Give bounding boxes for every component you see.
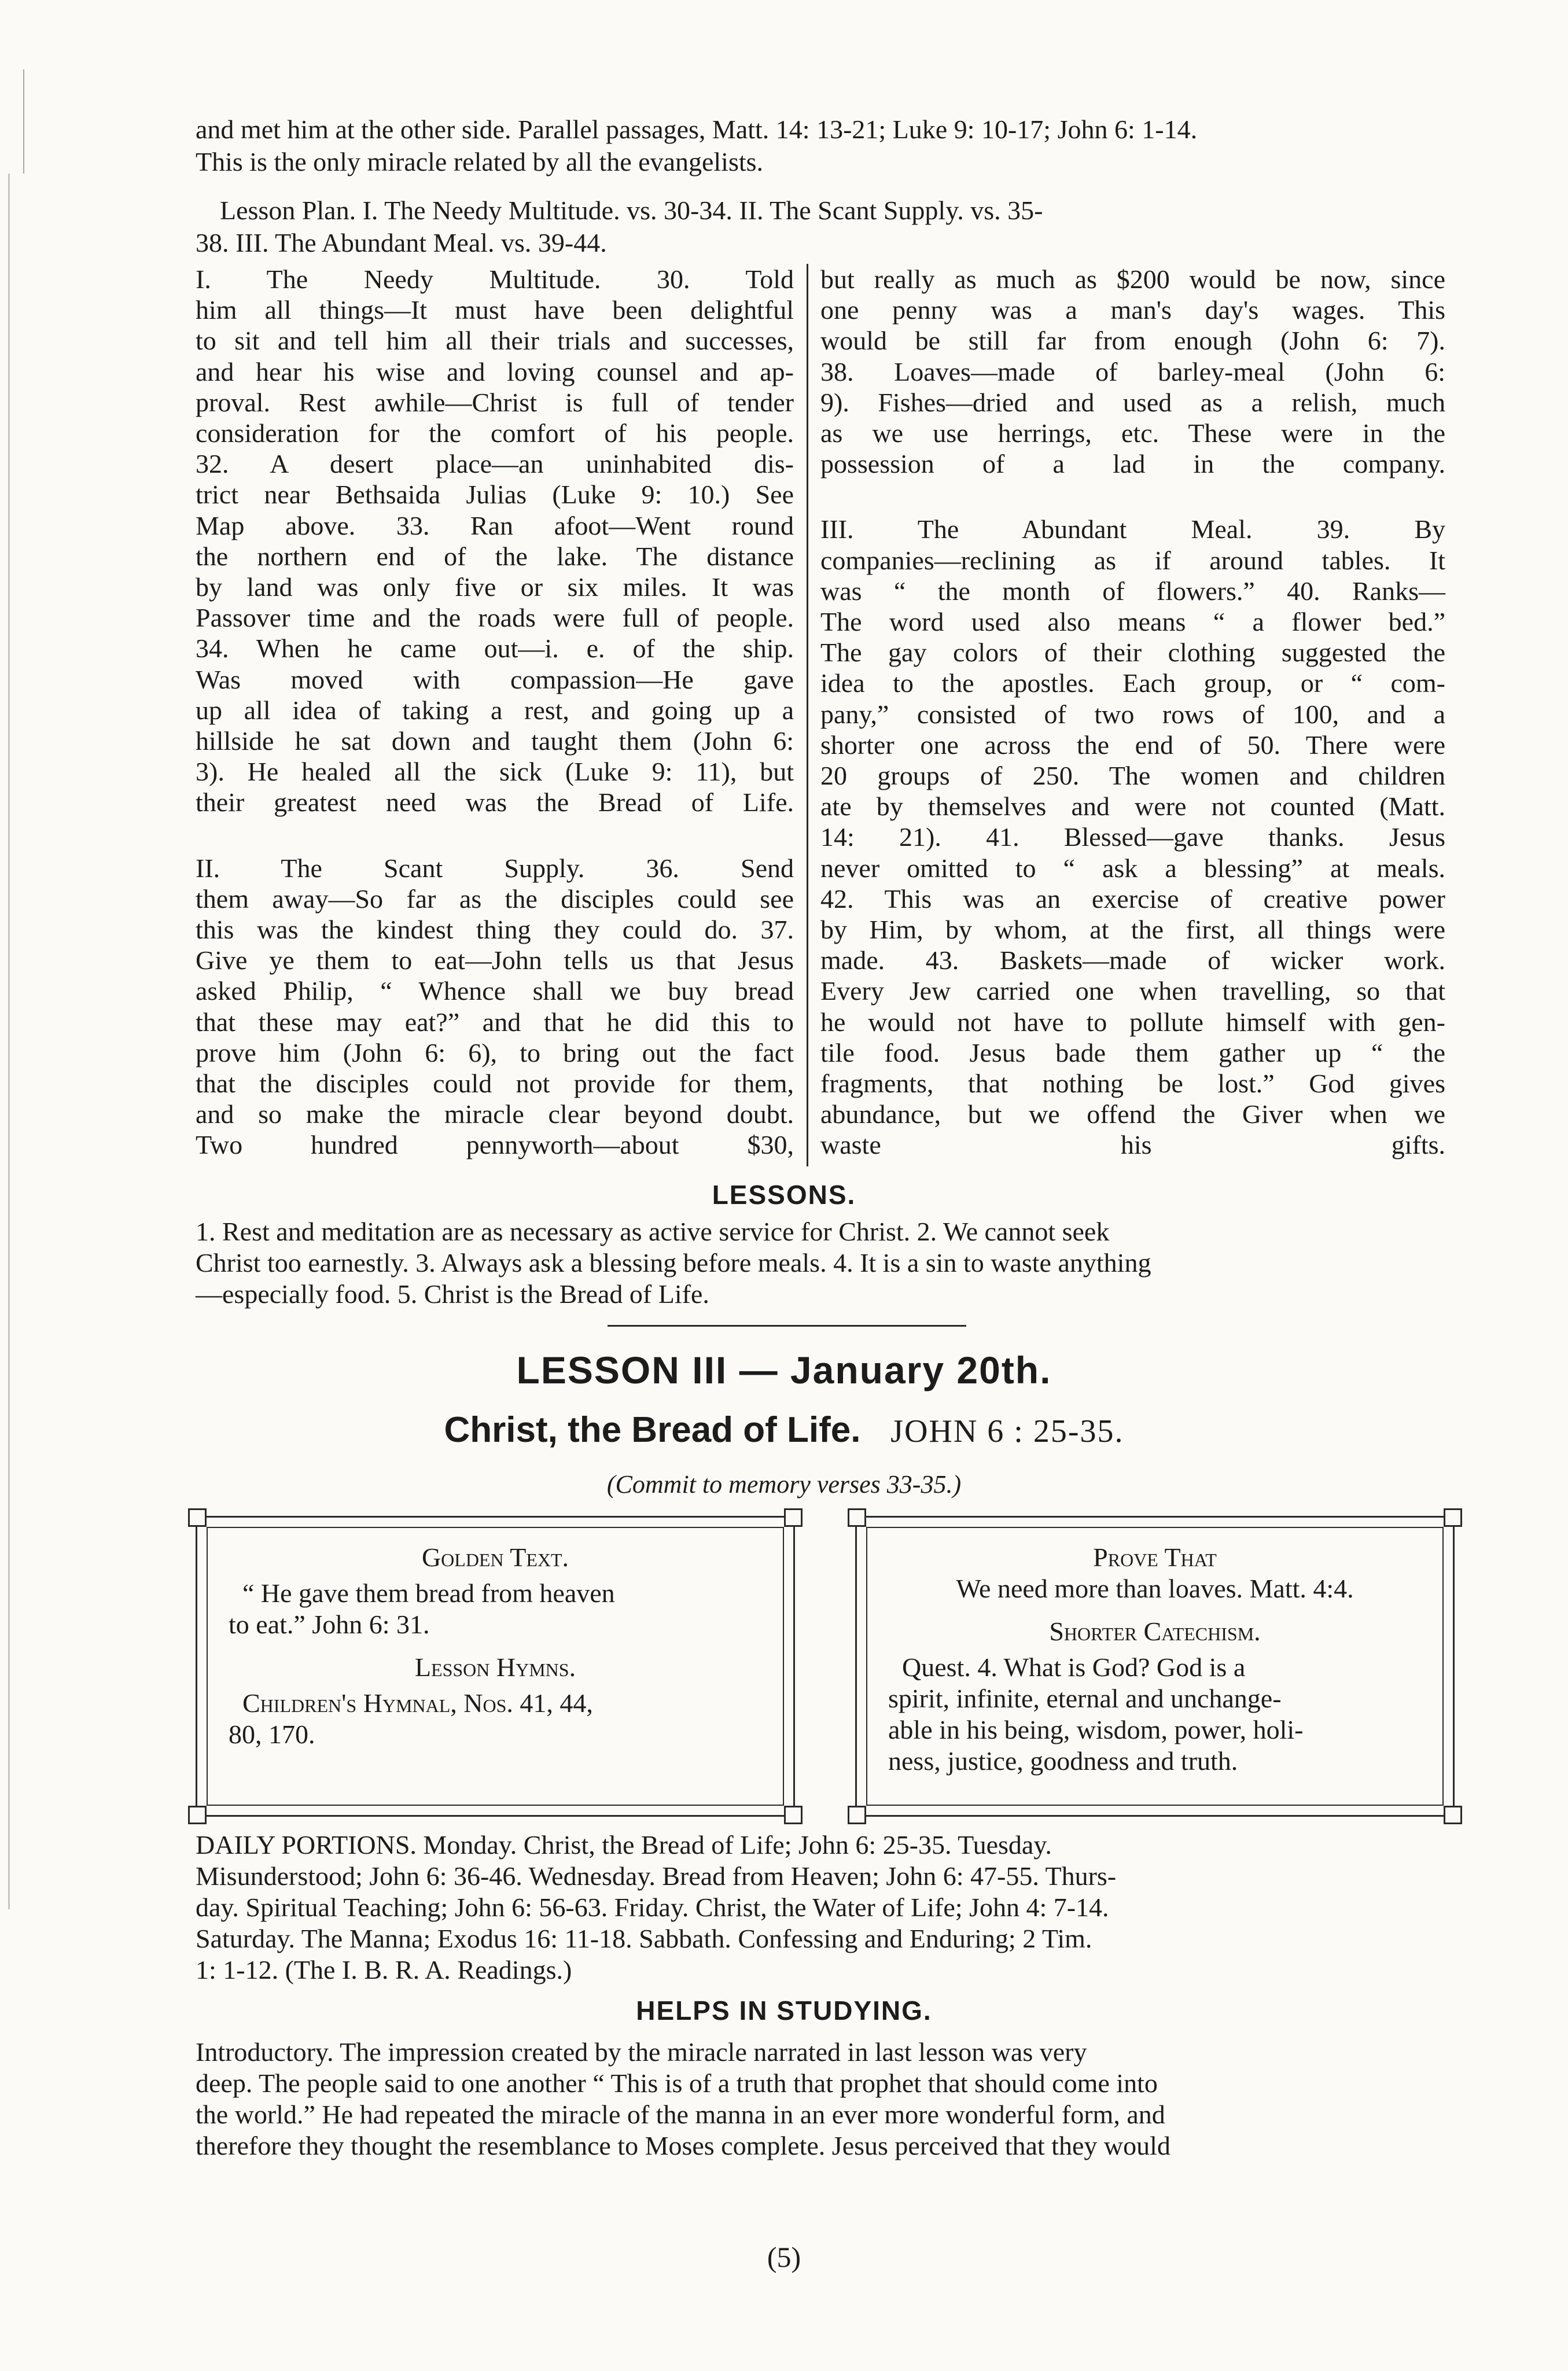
left-column	[196, 264, 794, 1161]
daily-line: Saturday. The Manna; Exodus 16: 11-18. Sabbath. Confessing and Enduring; 2 Tim.	[196, 1924, 1092, 1953]
left_col-line: this was the kindest thing they could do. 37.	[196, 915, 794, 945]
box-corner-ornament	[848, 1508, 866, 1527]
intro-line: and met him at the other side. Parallel passages, Matt. 14: 13-21; Luke 9: 10-17; John 6: 1-14.	[196, 115, 1198, 144]
plan-line: 38. III. The Abundant Meal. vs. 39-44.	[196, 228, 607, 257]
box-corner-ornament	[1444, 1508, 1462, 1527]
catechism-line: able in his being, wisdom, power, holi-	[888, 1715, 1304, 1744]
catechism-line: ness, justice, goodness and truth.	[888, 1746, 1238, 1776]
left_col-line: them away—So far as the disciples could see	[196, 883, 794, 914]
box-corner-ornament	[848, 1806, 866, 1824]
left_col-line: trict near Bethsaida Julias (Luke 9: 10.) See	[196, 480, 794, 510]
right_col-line: abundance, but we offend the Giver when we	[820, 1099, 1445, 1129]
lesson-subtitle-text: Christ, the Bread of Life.	[444, 1410, 861, 1450]
right_col-line: idea to the apostles. Each group, or “ com-	[820, 668, 1445, 698]
paragraph-gap	[820, 479, 1445, 514]
box-corner-ornament	[784, 1508, 803, 1527]
right_col-line: one penny was a man's day's wages. This	[820, 295, 1445, 325]
right_col-line: shorter one across the end of 50. There were	[820, 730, 1445, 760]
daily-line: day. Spiritual Teaching; John 6: 56-63. Friday. Christ, the Water of Life; John 4: 7-14.	[196, 1893, 1109, 1922]
left_col-line: Two hundred pennyworth—about $30,	[196, 1130, 794, 1160]
column-divider	[807, 264, 808, 1166]
intro-line: This is the only miracle related by all the evangelists.	[196, 147, 764, 176]
right_col-line: would be still far from enough (John 6: 7).	[820, 326, 1445, 356]
left_col-line: up all idea of taking a rest, and going up a	[196, 695, 794, 725]
left_col-line: Passover time and the roads were full of people.	[196, 603, 794, 633]
prove-that-box	[855, 1516, 1455, 1817]
left_col-line: 3). He healed all the sick (Luke 9: 11), but	[196, 757, 794, 787]
right_col-line: companies—reclining as if around tables. It	[820, 545, 1445, 575]
right_col-line: 20 groups of 250. The women and children	[820, 761, 1445, 791]
hymns-line: 80, 170.	[229, 1720, 315, 1749]
prove-that-inner	[866, 1527, 1444, 1806]
section-rule	[608, 1325, 966, 1327]
golden-text-heading: Golden Text.	[421, 1542, 569, 1572]
right_col-line: 9). Fishes—dried and used as a relish, much	[820, 387, 1445, 417]
left_col-line: and so make the miracle clear beyond doubt.	[196, 1099, 794, 1129]
left_col-line: that these may eat?” and that he did this to	[196, 1007, 794, 1037]
plan-line: Lesson Plan. I. The Needy Multitude. vs. 30-34. II. The Scant Supply. vs. 35-	[220, 196, 1043, 225]
left_col-line: proval. Rest awhile—Christ is full of tender	[196, 387, 794, 417]
lesson-reference: JOHN 6 : 25-35.	[890, 1413, 1124, 1449]
right_col-line: was “ the month of flowers.” 40. Ranks—	[820, 576, 1445, 606]
daily-line: 1: 1-12. (The I. B. R. A. Readings.)	[196, 1955, 572, 1985]
left_col-line: 32. A desert place—an uninhabited dis-	[196, 449, 794, 479]
prove-heading: Prove That	[1093, 1542, 1217, 1572]
hymns-heading: Lesson Hymns.	[414, 1652, 576, 1682]
right_col-line: The word used also means “ a flower bed.”	[820, 607, 1445, 637]
right_col-line: but really as much as $200 would be now, since	[820, 264, 1445, 294]
lessons-line: Christ too earnestly. 3. Always ask a blessing before meals. 4. It is a sin to waste anything	[196, 1248, 1151, 1277]
lesson-subtitle	[0, 1409, 1568, 1450]
lessons-line: —especially food. 5. Christ is the Bread of Life.	[196, 1279, 709, 1309]
left_col-line: their greatest need was the Bread of Life.	[196, 787, 794, 818]
helps-heading: HELPS IN STUDYING.	[636, 1996, 932, 2026]
memory-verses: (Commit to memory verses 33-35.)	[606, 1470, 962, 1499]
left_col-line: consideration for the comfort of his people.	[196, 418, 794, 448]
lessons-heading: LESSONS.	[712, 1180, 856, 1210]
page-number: (5)	[767, 2241, 801, 2273]
left_col-line: I. The Needy Multitude. 30. Told	[196, 264, 794, 294]
left_col-line: Give ye them to eat—John tells us that Jesus	[196, 945, 794, 975]
right_col-line: by Him, by whom, at the first, all things were	[820, 915, 1445, 945]
left_col-line: Map above. 33. Ran afoot—Went round	[196, 510, 794, 540]
lessons-line: 1. Rest and meditation are as necessary as active service for Christ. 2. We cannot seek	[196, 1217, 1110, 1246]
right_col-line: Every Jew carried one when travelling, so that	[820, 976, 1445, 1006]
right_col-line: ate by themselves and were not counted (Matt.	[820, 791, 1445, 822]
box-corner-ornament	[1444, 1806, 1462, 1824]
left_col-line: II. The Scant Supply. 36. Send	[196, 853, 794, 883]
left_col-line: prove him (John 6: 6), to bring out the fact	[196, 1037, 794, 1067]
catechism-heading: Shorter Catechism.	[1049, 1617, 1261, 1646]
daily-line: Misunderstood; John 6: 36-46. Wednesday. Bread from Heaven; John 6: 47-55. Thurs-	[196, 1861, 1117, 1891]
right_col-line: as we use herrings, etc. These were in the	[820, 418, 1445, 448]
left_col-line: the northern end of the lake. The distance	[196, 541, 794, 571]
right_col-line: 14: 21). 41. Blessed—gave thanks. Jesus	[820, 822, 1445, 852]
left_col-line: and hear his wise and loving counsel and ap-	[196, 356, 794, 386]
daily-line: DAILY PORTIONS. Monday. Christ, the Bread of Life; John 6: 25-35. Tuesday.	[196, 1830, 1052, 1860]
right_col-line: never omitted to “ ask a blessing” at meals.	[820, 853, 1445, 883]
golden-text-inner	[207, 1527, 784, 1806]
right_col-line: III. The Abundant Meal. 39. By	[820, 514, 1445, 544]
right_col-line: The gay colors of their clothing suggested the	[820, 638, 1445, 668]
box-corner-ornament	[784, 1806, 803, 1824]
golden-text-box	[196, 1516, 795, 1817]
helps-introductory	[196, 2037, 1445, 2162]
paragraph-gap	[196, 818, 794, 853]
binding-mark	[8, 174, 10, 1909]
left_col-line: to sit and tell him all their trials and successes,	[196, 326, 794, 356]
left_col-line: hillside he sat down and taught them (John 6:	[196, 726, 794, 756]
intro-paragraph	[196, 113, 1441, 178]
right_col-line: tile food. Jesus bade them gather up “ the	[820, 1037, 1445, 1067]
right_col-line: made. 43. Baskets—made of wicker work.	[820, 945, 1445, 975]
catechism-line: Quest. 4. What is God? God is a	[902, 1652, 1246, 1682]
right_col-line: pany,” consisted of two rows of 100, and a	[820, 699, 1445, 729]
left_col-line: him all things—It must have been delightful	[196, 295, 794, 325]
lesson-plan	[196, 194, 1441, 259]
helps-line: therefore they thought the resemblance to Moses complete. Jesus perceived that they would	[196, 2131, 1171, 2160]
helps-line: deep. The people said to one another “ This is of a truth that prophet that should come into	[196, 2068, 1158, 2098]
right_col-line: waste his gifts.	[820, 1130, 1445, 1160]
left_col-line: Was moved with compassion—He gave	[196, 664, 794, 694]
prove-line: We need more than loaves. Matt. 4:4.	[956, 1574, 1354, 1603]
hymns-line: Children's Hymnal, Nos. 41, 44,	[242, 1688, 593, 1718]
golden-text-line: “ He gave them bread from heaven	[242, 1578, 615, 1608]
catechism-line: spirit, infinite, eternal and unchange-	[888, 1684, 1282, 1713]
lessons-body	[196, 1216, 1441, 1310]
right_col-line: he would not have to pollute himself with gen-	[820, 1007, 1445, 1037]
left_col-line: by land was only five or six miles. It was	[196, 572, 794, 602]
golden-text-line: to eat.” John 6: 31.	[229, 1610, 430, 1639]
binding-mark	[23, 69, 24, 174]
lesson-title: LESSON III — January 20th.	[516, 1349, 1052, 1391]
box-corner-ornament	[188, 1508, 207, 1527]
right-column	[820, 264, 1445, 1161]
daily-portions	[196, 1829, 1445, 1986]
right_col-line: 38. Loaves—made of barley-meal (John 6:	[820, 356, 1445, 386]
helps-line: the world.” He had repeated the miracle of the manna in an ever more wonderful form, and	[196, 2100, 1165, 2129]
helps-line: Introductory. The impression created by the miracle narrated in last lesson was very	[196, 2037, 1087, 2067]
right_col-line: fragments, that nothing be lost.” God gives	[820, 1069, 1445, 1099]
right_col-line: possession of a lad in the company.	[820, 449, 1445, 479]
right_col-line: 42. This was an exercise of creative power	[820, 883, 1445, 914]
left_col-line: that the disciples could not provide for them,	[196, 1069, 794, 1099]
left_col-line: 34. When he came out—i. e. of the ship.	[196, 634, 794, 664]
left_col-line: asked Philip, “ Whence shall we buy bread	[196, 976, 794, 1006]
box-corner-ornament	[188, 1806, 207, 1824]
